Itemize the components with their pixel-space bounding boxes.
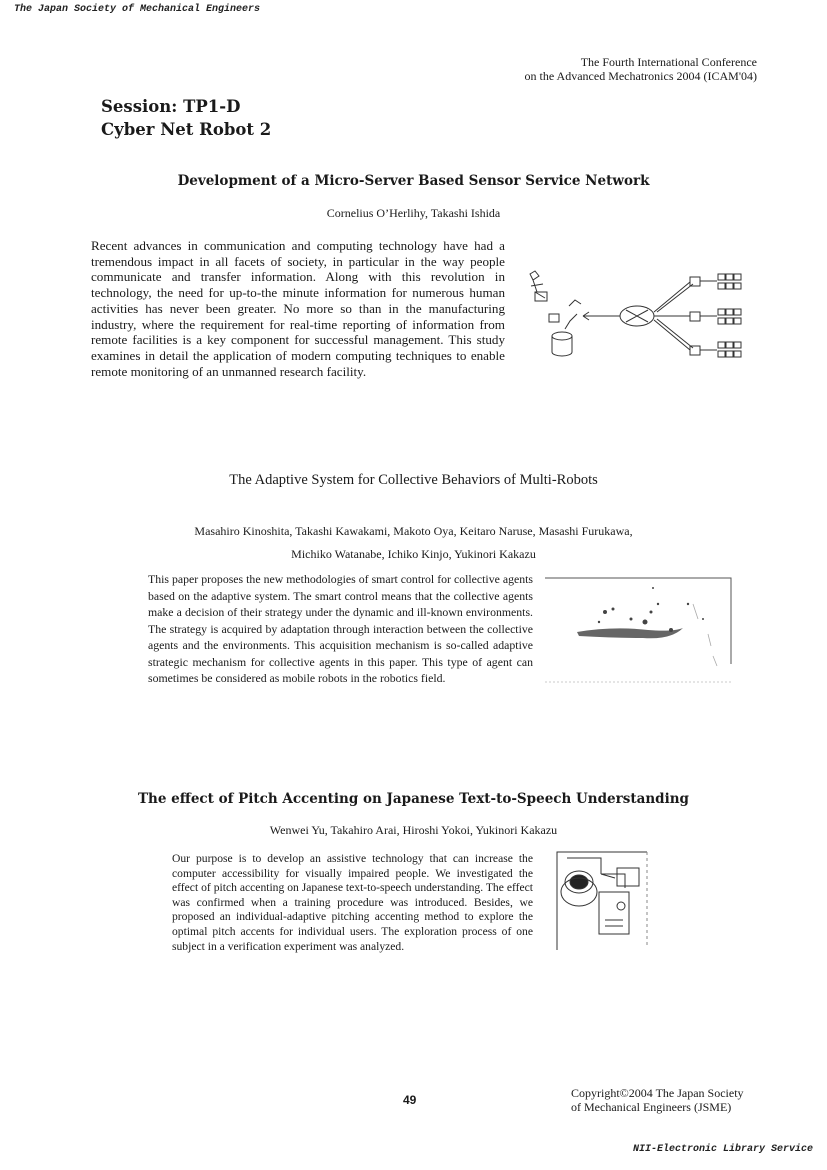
paper-1-network-figure bbox=[525, 266, 760, 366]
paper-1-title: Development of a Micro-Server Based Sensor Service Network bbox=[177, 173, 650, 189]
conference-line-2: on the Advanced Mechatronics 2004 (ICAM'04) bbox=[524, 69, 757, 83]
paper-1-authors: Cornelius O’Herlihy, Takashi Ishida bbox=[326, 206, 501, 220]
paper-3-abstract: Our purpose is to develop an assistive technology that can increase the computer accessibility for visually impaired people. We investigated the effect of pitch accenting on Japanese text-to-speech understanding. The effect was confirmed when a training procedure was introduced. Besides, we proposed an individual-adaptive pitching accenting method to explore the optimal pitch accents for individual users. The exploration process of one subject in a verification experiment was analyzed. bbox=[172, 852, 533, 953]
conference-line-1: The Fourth International Conference bbox=[580, 55, 757, 69]
footer-service: NII-Electronic Library Service bbox=[632, 1144, 813, 1155]
paper-2-robots-figure bbox=[543, 574, 735, 684]
page-number: 49 bbox=[403, 1093, 417, 1107]
session-name: Cyber Net Robot 2 bbox=[101, 120, 272, 139]
copyright-line-1: Copyright©2004 The Japan Society bbox=[571, 1086, 744, 1100]
paper-2-abstract: This paper proposes the new methodologies of smart control for collective agents based on the adaptive system. The smart control means that the collective agents make a decision of their strategy under the dynamic and ill-known environments. The strategy is acquired by adaptation through interaction between the collective agents and the environments. This acquisition mechanism is so-called adaptive strategic mechanism for collective agents in this paper. This type of agent can sometimes be considered as mobile robots in the robotics field. bbox=[148, 572, 533, 685]
paper-3-title: The effect of Pitch Accenting on Japanese Text-to-Speech Understanding bbox=[138, 791, 689, 807]
session-id: Session: TP1-D bbox=[101, 97, 241, 116]
copyright-line-2: of Mechanical Engineers (JSME) bbox=[571, 1100, 732, 1114]
paper-3-authors: Wenwei Yu, Takahiro Arai, Hiroshi Yokoi, Yukinori Kakazu bbox=[269, 823, 558, 837]
paper-2-authors-line-2: Michiko Watanabe, Ichiko Kinjo, Yukinori Kakazu bbox=[291, 547, 536, 561]
paper-2-authors-line-1: Masahiro Kinoshita, Takashi Kawakami, Makoto Oya, Keitaro Naruse, Masashi Furukawa, bbox=[194, 524, 633, 538]
conference-info bbox=[525, 55, 757, 83]
publisher-header: The Japan Society of Mechanical Engineers bbox=[14, 4, 261, 15]
paper-2-title: The Adaptive System for Collective Behaviors of Multi-Robots bbox=[229, 472, 598, 488]
session-heading bbox=[101, 95, 271, 141]
paper-1-abstract: Recent advances in communication and computing technology have had a tremendous impact in all facets of society, in particular in the way people communicate and transfer information. Along with this revolution in technology, the need for up-to-the minute information for numerous human activities has never been greater. No more so than in the manufacturing industry, where the requirement for real-time reporting of information from remote facilities is a key component for successful management. This study examines in detail the application of modern computing techniques to enable remote monitoring of an unmanned research facility. bbox=[91, 238, 505, 379]
paper-2-authors bbox=[150, 520, 677, 566]
copyright bbox=[571, 1086, 744, 1114]
paper-3-apparatus-figure bbox=[555, 848, 650, 954]
